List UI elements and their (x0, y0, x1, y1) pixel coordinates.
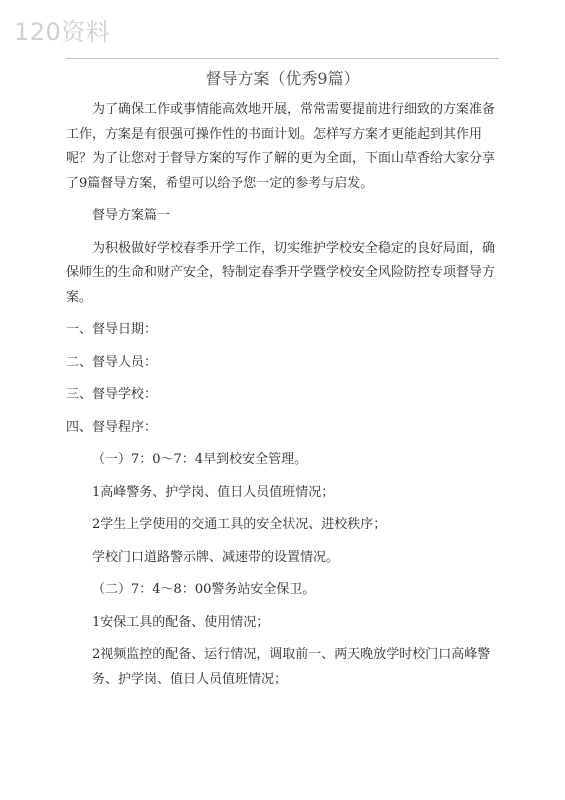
step-1: （一）7：0～7：4早到校安全管理。 (92, 452, 308, 467)
document-body (66, 98, 506, 700)
header-divider (66, 58, 499, 59)
item-procedure: 四、督导程序： (66, 419, 158, 435)
step-1-detail-2: 2学生上学使用的交通工具的安全状况、进校秩序； (92, 517, 387, 532)
step-2-detail-1: 1安保工具的配备、使用情况； (92, 614, 270, 630)
step-2: （二）7：4～8：00警务站安全保卫。 (92, 582, 316, 597)
step-2-detail-2: 2视频监控的配备、运行情况，调取前一、两天晚放学时校门口高峰警务、护学岗、值日人员值班情况； (92, 647, 491, 687)
section-heading: 督导方案篇一 (92, 208, 171, 223)
item-personnel: 二、督导人员： (66, 354, 158, 370)
step-1-detail-3: 学校门口道路警示牌、减速带的设置情况。 (92, 549, 340, 565)
item-school: 三、督导学校： (66, 387, 158, 402)
step-1-detail-1: 1高峰警务、护学岗、值日人员值班情况； (92, 484, 335, 500)
watermark-logo: 120资料 (14, 18, 111, 46)
intro-paragraph: 为了确保工作或事情能高效地开展，常常需要提前进行细致的方案准备工作，方案是有很强可操作性的书面计划。怎样写方案才更能起到其作用呢？为了让您对于督导方案的写作了解的更为全面，下面山草香给大家分享了9篇督导方案，希望可以给予您一定的参考与启发。 (66, 102, 496, 191)
item-date: 一、督导日期： (66, 322, 158, 337)
section-intro-paragraph: 为积极做好学校春季开学工作，切实维护学校安全稳定的良好局面，确保师生的生命和财产安全，特制定春季开学暨学校安全风险防控专项督导方案。 (66, 240, 496, 305)
document-title: 督导方案（优秀9篇） (205, 69, 360, 88)
